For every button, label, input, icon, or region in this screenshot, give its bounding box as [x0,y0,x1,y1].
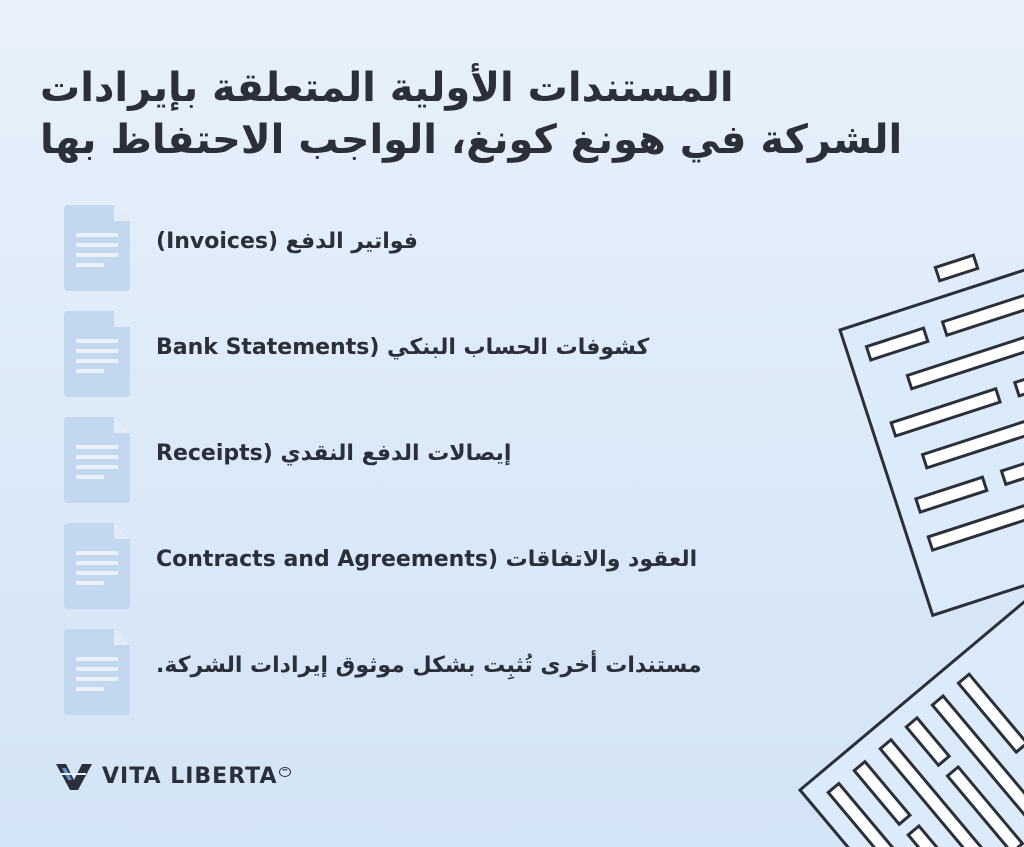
title-line-1: المستندات الأولية المتعلقة بإيرادات [40,65,734,111]
brand-name [102,764,291,789]
item-label: فواتير الدفع (Invoices) [156,229,418,254]
brand-name-text: VITA LIBERTA [102,763,278,789]
paper-illustration-top [831,227,1024,615]
item-label: كشوفات الحساب البنكي (Bank Statements [156,335,650,360]
item-label: العقود والاتفاقات (Contracts and Agreements [156,547,698,572]
brand-logo [56,760,291,792]
paper-illustration-bottom [800,597,1024,847]
item-label: مستندات أخرى تُثبِت بشكل موثوق إيرادات الشركة. [156,653,702,678]
vita-liberta-logo-icon [56,760,92,792]
trademark-mark: ™ [281,768,290,777]
title-line-2: الشركة في هونغ كونغ، الواجب الاحتفاظ بها [40,117,903,163]
item-label: إيصالات الدفع النقدي (Receipts [156,441,512,466]
